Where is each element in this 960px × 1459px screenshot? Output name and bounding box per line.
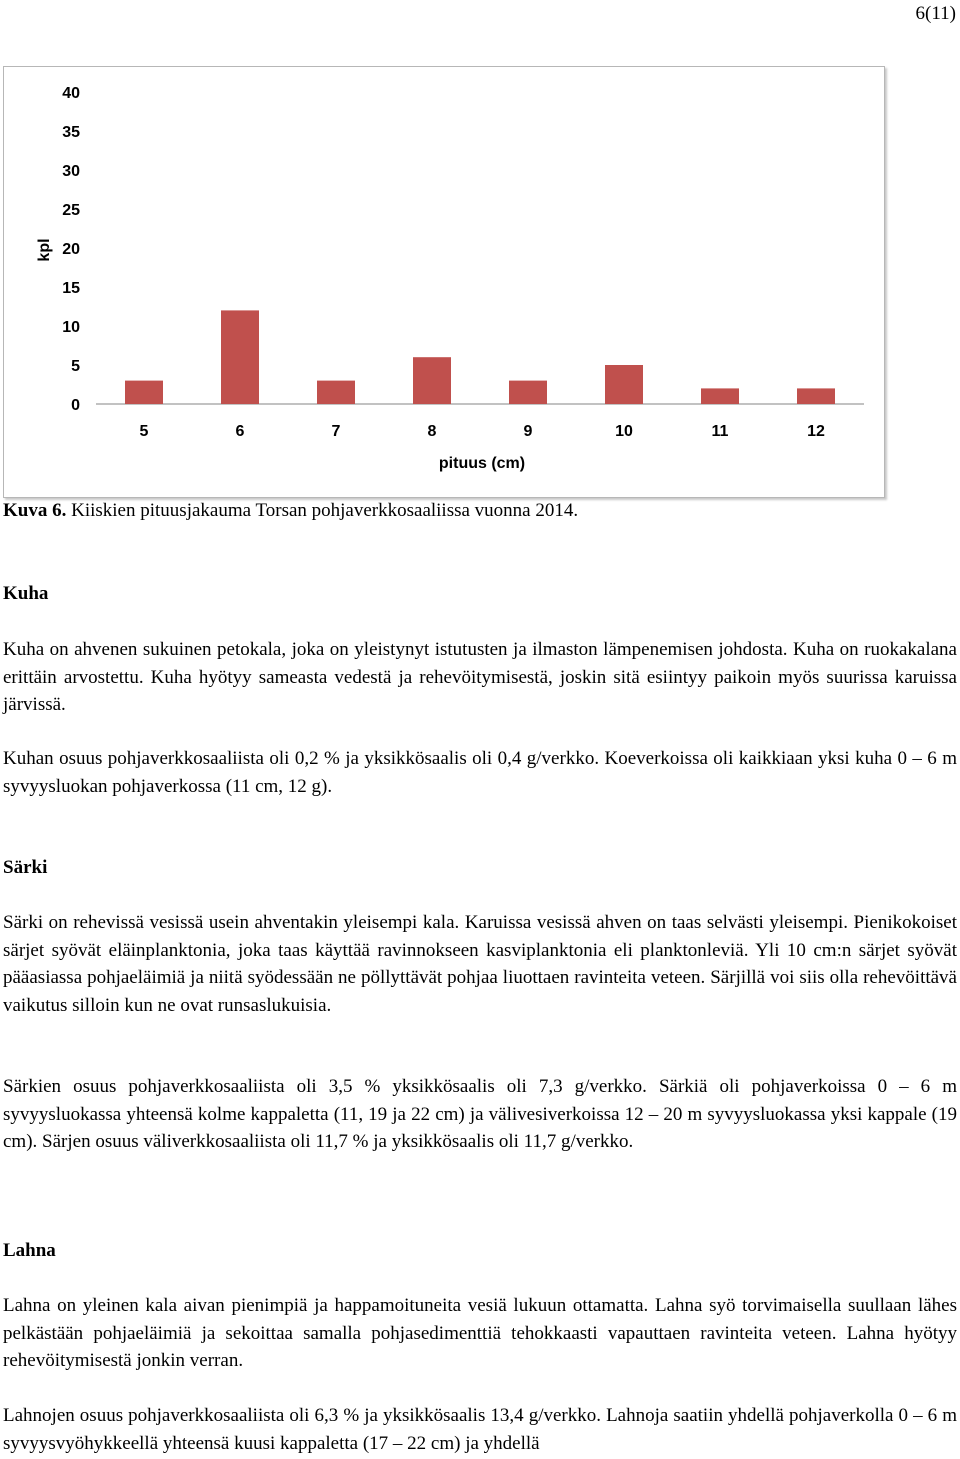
y-tick-label: 40 (62, 85, 80, 102)
x-tick-label: 5 (139, 423, 149, 440)
page-number: 6(11) (915, 3, 956, 24)
y-tick-label: 35 (62, 124, 80, 141)
paragraph-lahna-1: Lahna on yleinen kala aivan pienimpiä ja happamoituneita vesiä lukuun ottamatta. Lahna syö torvimaisella suullaan lähes pelkästään pohjaeläimiä ja sekoittaa samalla pohjasedimenttiä tehokkaasti vapauttaen ravinteita veteen. Lahna hyötyy rehevöitymisestä jonkin verran. (3, 1295, 957, 1371)
heading-lahna: Lahna (3, 1240, 56, 1261)
heading-sarki: Särki (3, 857, 48, 878)
bar-7 (317, 381, 355, 404)
bar-5 (125, 381, 163, 404)
paragraph-sarki-2: Särkien osuus pohjaverkkosaaliista oli 3,5 % yksikkösaalis oli 7,3 g/verkko. Särkiä oli pohjaverkoissa 0 – 6 m syvyysluokassa yhteensä kolme kappaletta (11, 19 ja 22 cm) ja välivesiverkoissa 12 – 20 m syvyysluokassa yksi kappale (19 cm). Särjen osuus väliverkkosaaliista oli 11,7 % ja yksikkösaalis oli 11,7 g/verkko. (3, 1076, 957, 1152)
bar-12 (797, 388, 835, 404)
y-tick-label: 30 (62, 163, 80, 180)
x-tick-label: 10 (615, 423, 633, 440)
paragraph-kuha-1: Kuha on ahvenen sukuinen petokala, joka on yleistynyt istutusten ja ilmaston lämpenemisen johdosta. Kuha on ruokakalana erittäin arvostettu. Kuha hyötyy sameasta vedestä ja rehevöitymisestä, joskin sitä esiintyy paikoin myös suurissa karuissa järvissä. (3, 639, 957, 715)
chart-svg (4, 67, 884, 497)
bars (125, 310, 835, 404)
y-tick-label: 15 (62, 280, 80, 297)
bar-9 (509, 381, 547, 404)
figure-caption (3, 500, 578, 522)
bar-10 (605, 365, 643, 404)
x-tick-label: 12 (807, 423, 825, 440)
paragraph-lahna-2: Lahnojen osuus pohjaverkkosaaliista oli 6,3 % ja yksikkösaalis 13,4 g/verkko. Lahnoja saatiin yhdellä pohjaverkolla 0 – 6 m syvyysvyöhykkeellä yhteensä kuusi kappaletta (17 – 22 cm) ja yhdellä (3, 1405, 957, 1454)
y-tick-label: 20 (62, 241, 80, 258)
figure-caption-text: Kiiskien pituusjakauma Torsan pohjaverkkosaaliissa vuonna 2014. (71, 500, 579, 521)
bar-chart (3, 66, 885, 498)
x-tick-label: 11 (711, 423, 729, 440)
bar-8 (413, 357, 451, 404)
x-tick-label: 9 (523, 423, 533, 440)
y-tick-label: 25 (62, 202, 80, 219)
x-tick-label: 7 (331, 423, 341, 440)
bar-11 (701, 388, 739, 404)
bar-6 (221, 310, 259, 404)
paragraph-kuha-2: Kuhan osuus pohjaverkkosaaliista oli 0,2 % ja yksikkösaalis oli 0,4 g/verkko. Koeverkoissa oli kaikkiaan yksi kuha 0 – 6 m syvyysluokan pohjaverkossa (11 cm, 12 g). (3, 748, 957, 797)
y-axis-ticks (62, 85, 80, 414)
y-tick-label: 10 (62, 319, 80, 336)
y-tick-label: 5 (71, 358, 80, 375)
x-tick-label: 6 (235, 423, 245, 440)
y-tick-label: 0 (71, 397, 80, 414)
y-axis-label: kpl (36, 238, 53, 262)
x-axis-ticks (140, 423, 825, 440)
figure-caption-label: Kuva 6. (3, 500, 67, 521)
heading-kuha: Kuha (3, 583, 49, 604)
paragraph-sarki-1: Särki on rehevissä vesissä usein ahventakin yleisempi kala. Karuissa vesissä ahven on taas selvästi yleisempi. Pienikokoiset särjet syövät eläinplanktonia, joka taas käyttää ravinnokseen kasviplanktonia eli planktonleviä. Yli 10 cm:n särjet syövät pääasiassa pohjaeläimiä ja niitä syödessään ne pöllyttävät pohjaa liuottaen ravinteita veteen. Särjillä voi siis olla rehevöittävä vaikutus silloin kun ne ovat runsaslukuisia. (3, 912, 957, 1016)
x-axis-label: pituus (cm) (438, 455, 526, 472)
x-tick-label: 8 (427, 423, 437, 440)
